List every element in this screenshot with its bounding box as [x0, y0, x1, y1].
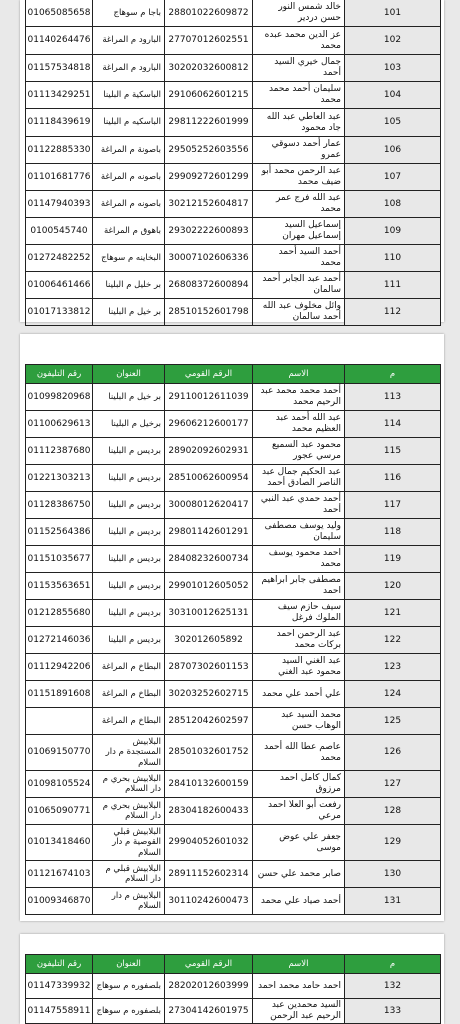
document-page-3 — [20, 934, 444, 1024]
cell-phone: 01101681776 — [27, 171, 91, 182]
header-phone: رقم التليفون — [26, 365, 92, 383]
cell-name: عز الدين محمد عبده محمد — [252, 27, 344, 54]
cell-addr: الباسكيه م البلينا — [92, 109, 164, 136]
table-page-2 — [25, 364, 441, 915]
cell-addr: البلابيش م دار السلام — [92, 888, 164, 914]
cell-nid: 29606212600177 — [164, 411, 252, 437]
cell-name: سليمان أحمد محمد محمد — [252, 82, 344, 108]
table-row — [26, 999, 440, 1024]
cell-nid: 29106062601215 — [164, 82, 252, 108]
table-page-1 — [25, 0, 441, 326]
cell-m: 101 — [344, 0, 440, 26]
table-row — [26, 627, 440, 654]
cell-addr: البخاينه م سوهاج — [92, 245, 164, 271]
document-page-1 — [20, 0, 444, 322]
cell-phone: 01140264476 — [27, 35, 91, 46]
table-row — [26, 109, 440, 137]
cell-nid: 29909272601299 — [164, 164, 252, 190]
table-row — [26, 191, 440, 218]
cell-name: عاصم عطا الله أحمد محمد — [252, 735, 344, 770]
cell-nid: 27707012602551 — [164, 27, 252, 54]
cell-addr: البلابيش بحري م دار السلام — [92, 771, 164, 797]
cell-name: عبد الغني السيد محمود عبد الغني — [252, 654, 344, 680]
cell-m: 120 — [344, 573, 440, 599]
cell-addr: البطاخ م المراغة — [92, 681, 164, 707]
cell-nid: 302012605892 — [164, 627, 252, 653]
cell-m: 126 — [344, 735, 440, 770]
table-row — [26, 411, 440, 438]
cell-m: 124 — [344, 681, 440, 707]
table-header-row — [26, 364, 440, 384]
cell-name: احمد حامد محمد احمد — [252, 974, 344, 998]
cell-m: 116 — [344, 465, 440, 491]
cell-nid: 28202012603999 — [164, 974, 252, 998]
header-addr: العنوان — [92, 365, 164, 383]
cell-m: 129 — [344, 825, 440, 860]
cell-name: أحمد عبد الجابر أحمد سالمان — [252, 272, 344, 298]
cell-m: 115 — [344, 438, 440, 464]
table-row — [26, 771, 440, 798]
cell-m: 128 — [344, 798, 440, 824]
cell-nid: 30310012625131 — [164, 600, 252, 626]
cell-name: وائل مخلوف عبد الله أحمد سالمان — [252, 299, 344, 325]
cell-nid: 30007102606336 — [164, 245, 252, 271]
cell-m: 130 — [344, 861, 440, 887]
cell-nid: 30203252602715 — [164, 681, 252, 707]
cell-nid: 26808372600894 — [164, 272, 252, 298]
cell-m: 104 — [344, 82, 440, 108]
table-row — [26, 681, 440, 708]
cell-phone: 01013418460 — [27, 837, 91, 848]
table-row — [26, 465, 440, 492]
cell-addr: برديس م البلينا — [92, 627, 164, 653]
cell-addr: باهوق م المراغة — [92, 218, 164, 244]
cell-name: مصطفى جابر ابراهيم احمد — [252, 573, 344, 599]
cell-nid: 30202032600812 — [164, 55, 252, 81]
cell-name: جمال خيري السيد أحمد — [252, 55, 344, 81]
cell-phone: 01157534818 — [27, 62, 91, 73]
cell-addr: بر خليل م البلينا — [92, 272, 164, 298]
cell-name: عبد العاطي عبد الله جاد محمود — [252, 109, 344, 136]
cell-phone: 01128386750 — [27, 499, 91, 510]
cell-phone: 01069150770 — [27, 747, 91, 758]
cell-nid: 28911152602314 — [164, 861, 252, 887]
cell-nid: 28510152601798 — [164, 299, 252, 325]
cell-name: صابر محمد علي حسن — [252, 861, 344, 887]
cell-nid: 29901012605052 — [164, 573, 252, 599]
cell-addr: بلصفوره م سوهاج — [92, 999, 164, 1023]
cell-nid: 29505252603556 — [164, 137, 252, 163]
cell-addr: برديس م البلينا — [92, 519, 164, 545]
cell-m: 125 — [344, 708, 440, 734]
cell-name: علي أحمد علي محمد — [252, 681, 344, 707]
cell-addr: باصونه م المراغة — [92, 191, 164, 217]
cell-name: وليد يوسف مصطفى سليمان — [252, 519, 344, 545]
cell-nid: 29801142601291 — [164, 519, 252, 545]
cell-phone: 01009346870 — [27, 895, 91, 906]
cell-phone: 01122885330 — [27, 144, 91, 155]
cell-addr: باجا م سوهاج — [92, 0, 164, 26]
cell-phone: 01153563651 — [27, 580, 91, 591]
table-row — [26, 384, 440, 411]
cell-nid: 30212152604817 — [164, 191, 252, 217]
table-row — [26, 492, 440, 519]
cell-m: 121 — [344, 600, 440, 626]
table-row — [26, 735, 440, 771]
cell-addr: برديس م البلينا — [92, 600, 164, 626]
cell-name: محمد السيد عبد الوهاب حسن — [252, 708, 344, 734]
cell-addr: البطاخ م المراغة — [92, 654, 164, 680]
cell-nid: 30110242600473 — [164, 888, 252, 914]
cell-phone: 01112942206 — [27, 661, 91, 672]
cell-name: خالد شمس النور حسن دردير — [252, 0, 344, 26]
header-addr: العنوان — [92, 955, 164, 973]
cell-phone: 01113429251 — [27, 89, 91, 100]
cell-m: 114 — [344, 411, 440, 437]
cell-name: محمود عبد السميع مرسي عجور — [252, 438, 344, 464]
cell-phone: 01121674103 — [27, 868, 91, 879]
cell-phone: 01151891608 — [27, 688, 91, 699]
table-row — [26, 137, 440, 164]
cell-name: عبد الله فرج عمر محمد — [252, 191, 344, 217]
cell-nid: 28512042602597 — [164, 708, 252, 734]
cell-addr: الباسكية م البلينا — [92, 82, 164, 108]
cell-addr: برخيل م البلينا — [92, 411, 164, 437]
cell-phone: 01151035677 — [27, 553, 91, 564]
header-m: م — [344, 955, 440, 973]
cell-m: 119 — [344, 546, 440, 572]
cell-name: أحمد حمدي عبد النبي أحمد — [252, 492, 344, 518]
cell-name: عبد الحكيم جمال عبد الناصر الصادق أحمد — [252, 465, 344, 491]
table-header-row — [26, 954, 440, 974]
table-row — [26, 438, 440, 465]
cell-nid: 28408232600734 — [164, 546, 252, 572]
cell-name: جعفر علي عوض موسى — [252, 825, 344, 860]
table-page-3 — [25, 954, 441, 1024]
cell-phone: 01272146036 — [27, 634, 91, 645]
cell-phone: 01272482252 — [27, 252, 91, 263]
cell-phone: 01065085658 — [27, 7, 91, 18]
cell-m: 102 — [344, 27, 440, 54]
cell-m: 133 — [344, 999, 440, 1023]
cell-name: سيف حازم سيف الملوك فرغل — [252, 600, 344, 626]
cell-phone: 01212855680 — [27, 607, 91, 618]
cell-addr: البلابيش قبلي القوصية م دار السلام — [92, 825, 164, 860]
cell-nid: 29302222600893 — [164, 218, 252, 244]
table-row — [26, 974, 440, 999]
cell-m: 108 — [344, 191, 440, 217]
table-row — [26, 519, 440, 546]
cell-name: أحمد محمد محمد عبد الرحيم محمد — [252, 384, 344, 410]
table-row — [26, 272, 440, 299]
cell-m: 105 — [344, 109, 440, 136]
cell-nid: 28510062600954 — [164, 465, 252, 491]
cell-nid: 28707302601153 — [164, 654, 252, 680]
cell-nid: 30008012620417 — [164, 492, 252, 518]
cell-addr: برديس م البلينا — [92, 465, 164, 491]
cell-phone — [26, 708, 92, 734]
cell-m: 103 — [344, 55, 440, 81]
table-row — [26, 82, 440, 109]
cell-phone: 01152564386 — [27, 526, 91, 537]
cell-addr: البارود م المراغة — [92, 27, 164, 54]
table-row — [26, 546, 440, 573]
table-row — [26, 654, 440, 681]
cell-phone: 01147940393 — [27, 198, 91, 209]
table-row — [26, 573, 440, 600]
cell-phone: 01112387680 — [27, 445, 91, 456]
cell-phone: 01147339932 — [27, 980, 91, 991]
cell-phone: 01099820968 — [27, 391, 91, 402]
table-row — [26, 218, 440, 245]
table-row — [26, 798, 440, 825]
cell-addr: البلابيش بحري م دار السلام — [92, 798, 164, 824]
cell-nid: 28501032601752 — [164, 735, 252, 770]
cell-phone: 01098105524 — [27, 778, 91, 789]
cell-addr: البلابيش المستجدة م دار السلام — [92, 735, 164, 770]
cell-m: 122 — [344, 627, 440, 653]
cell-name: إسماعيل السيد إسماعيل مهران — [252, 218, 344, 244]
cell-name: أحمد السيد أحمد محمد — [252, 245, 344, 271]
cell-name: احمد محمود يوسف محمد — [252, 546, 344, 572]
table-row — [26, 0, 440, 27]
cell-m: 118 — [344, 519, 440, 545]
cell-addr: البارود م المراغة — [92, 55, 164, 81]
cell-nid: 29110012611039 — [164, 384, 252, 410]
table-row — [26, 299, 440, 326]
cell-name: عبد الرحمن محمد أبو ضيف محمد — [252, 164, 344, 190]
cell-nid: 29904052601032 — [164, 825, 252, 860]
cell-addr: برديس م البلينا — [92, 492, 164, 518]
cell-m: 131 — [344, 888, 440, 914]
header-m: م — [344, 365, 440, 383]
cell-nid: 28304182600433 — [164, 798, 252, 824]
document-page-2 — [20, 334, 444, 921]
table-row — [26, 825, 440, 861]
header-name: الاسم — [252, 365, 344, 383]
cell-m: 112 — [344, 299, 440, 325]
cell-name: أحمد صياد علي محمد — [252, 888, 344, 914]
cell-name: عبد الرحمن احمد بركات محمد — [252, 627, 344, 653]
cell-phone: 01017133812 — [27, 306, 91, 317]
table-row — [26, 861, 440, 888]
header-nid: الرقم القومي — [164, 365, 252, 383]
cell-addr: بر خيل م البلينا — [92, 384, 164, 410]
cell-addr: برديس م البلينا — [92, 438, 164, 464]
cell-m: 107 — [344, 164, 440, 190]
cell-name: عبد الله أحمد عبد العظيم محمد — [252, 411, 344, 437]
cell-name: رفعت أبو العلا احمد مرعي — [252, 798, 344, 824]
cell-addr: برديس م البلينا — [92, 573, 164, 599]
cell-addr: البلابيش قبلي م دار السلام — [92, 861, 164, 887]
cell-m: 123 — [344, 654, 440, 680]
cell-addr: برديس م البلينا — [92, 546, 164, 572]
table-row — [26, 55, 440, 82]
cell-name: كمال كامل احمد مرزوق — [252, 771, 344, 797]
cell-nid: 28801022609872 — [164, 0, 252, 26]
cell-phone: 01221303213 — [27, 472, 91, 483]
cell-phone: 01065090771 — [27, 805, 91, 816]
cell-m: 106 — [344, 137, 440, 163]
cell-m: 109 — [344, 218, 440, 244]
table-row — [26, 27, 440, 55]
cell-phone: 0100545740 — [30, 225, 88, 236]
cell-m: 111 — [344, 272, 440, 298]
table-row — [26, 164, 440, 191]
cell-addr: باصونه م المراغة — [92, 164, 164, 190]
cell-m: 117 — [344, 492, 440, 518]
cell-nid: 28902092602931 — [164, 438, 252, 464]
table-row — [26, 600, 440, 627]
cell-addr: بر خيل م البلينا — [92, 299, 164, 325]
cell-nid: 27304142601975 — [164, 999, 252, 1023]
header-phone: رقم التليفون — [26, 955, 92, 973]
cell-addr: باصونة م المراغة — [92, 137, 164, 163]
table-row — [26, 245, 440, 272]
cell-phone: 01147558911 — [27, 1005, 91, 1016]
cell-m: 113 — [344, 384, 440, 410]
cell-m: 127 — [344, 771, 440, 797]
header-name: الاسم — [252, 955, 344, 973]
cell-nid: 28410132600159 — [164, 771, 252, 797]
table-row — [26, 708, 440, 735]
cell-m: 110 — [344, 245, 440, 271]
cell-phone: 01006461466 — [27, 279, 91, 290]
cell-m: 132 — [344, 974, 440, 998]
header-nid: الرقم القومي — [164, 955, 252, 973]
cell-name: عمار أحمد دسوقي عمرو — [252, 137, 344, 163]
cell-name: السيد محمدين عبد الرحيم عبد الرحمن — [252, 999, 344, 1023]
cell-addr: البطاخ م المراغة — [92, 708, 164, 734]
cell-phone: 01100629613 — [27, 418, 91, 429]
table-row — [26, 888, 440, 915]
cell-addr: بلصفوره م سوهاج — [92, 974, 164, 998]
cell-phone: 01118439619 — [27, 117, 91, 128]
cell-nid: 29811222601999 — [164, 109, 252, 136]
